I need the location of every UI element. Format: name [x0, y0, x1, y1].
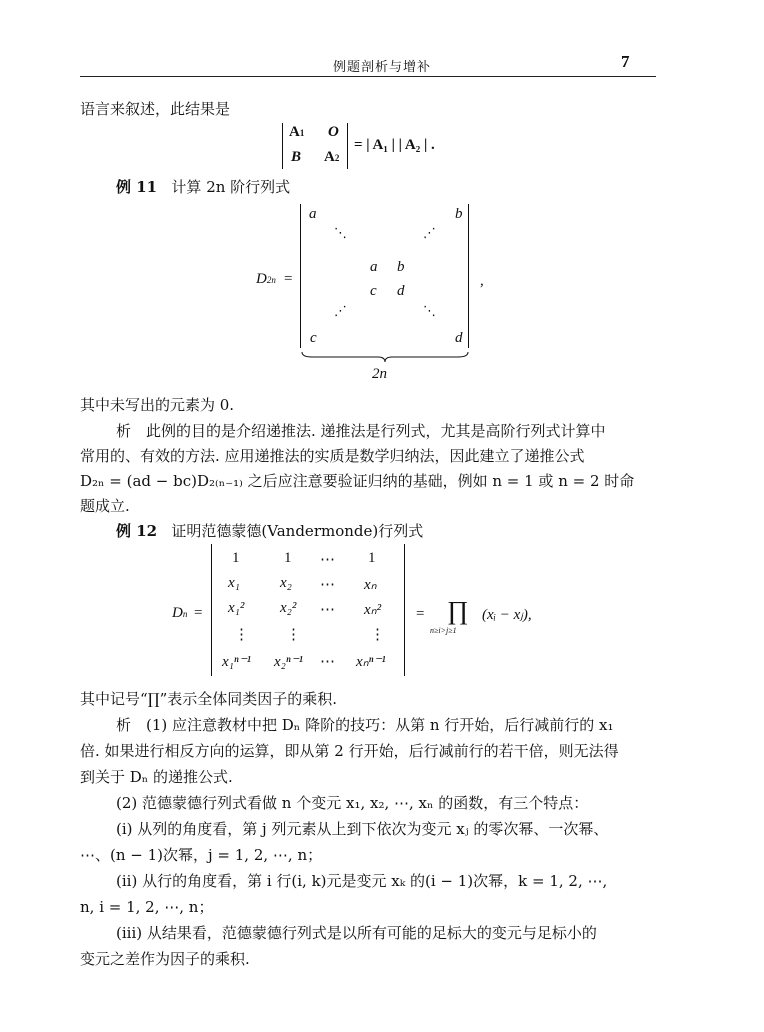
analysis-2-line-1: 析 (1) 应注意教材中把 Dₙ 降阶的技巧：从第 n 行开始，后行减前行的 x₁: [116, 716, 614, 734]
diag-dots-bottom-left: ⋰: [334, 304, 347, 319]
corner-d: d: [455, 330, 463, 346]
product-factor: (xᵢ − xⱼ),: [482, 607, 532, 623]
cell-r2c3: ⋯: [320, 577, 335, 593]
cell-r2c2: x₂: [280, 575, 292, 591]
underbrace: [300, 350, 470, 364]
analysis-1-line-1: 析 此例的目的是介绍递推法. 递推法是行列式，尤其是高阶行列式计算中: [116, 422, 606, 440]
analysis-2-line-2: 倍. 如果进行相反方向的运算，即从第 2 行开始，后行减前行的若干倍，则无法得: [80, 742, 619, 760]
cell-r5c1: x₁ⁿ⁻¹: [222, 654, 252, 670]
cell-r1c1: 1: [232, 550, 240, 566]
analysis-2-line-8: n, i = 1, 2, ⋯, n；: [80, 898, 214, 916]
diag-dots-bottom-right: ⋱: [423, 304, 436, 319]
cell-r2c4: xₙ: [364, 577, 377, 593]
analysis-2-line-5: (i) 从列的角度看，第 j 列元素从上到下依次为变元 xⱼ 的零次幂、一次幂、: [116, 820, 609, 838]
example-12-label: 例 12: [116, 522, 158, 540]
cell-r4c4: ⋮: [370, 627, 385, 643]
inner-d: d: [397, 283, 405, 299]
dn-equals: =: [194, 605, 203, 621]
inner-a: a: [370, 259, 378, 275]
d2n-comma: ,: [480, 273, 484, 289]
matrix-a2: A2: [324, 149, 340, 165]
corner-a: a: [309, 206, 317, 222]
cell-r1c2: 1: [284, 550, 292, 566]
diag-dots-top-right: ⋰: [423, 226, 436, 241]
d2n-left-bar: [300, 204, 301, 348]
vandermonde-right-bar: [404, 544, 405, 676]
analysis-2-line-10: 变元之差作为因子的乘积.: [80, 950, 250, 968]
matrix-a1: A1: [289, 124, 305, 140]
analysis-1-line-2: 常用的、有效的方法. 应用递推法的实质是数学归纳法，因此建立了递推公式: [80, 447, 585, 465]
intro-text: 语言来叙述，此结果是: [80, 100, 231, 118]
det-right-bar: [347, 123, 348, 169]
analysis-2-line-3: 到关于 Dₙ 的递推公式.: [80, 768, 233, 786]
product-notation-note: 其中记号“∏”表示全体同类因子的乘积.: [80, 690, 338, 708]
inner-c: c: [370, 283, 377, 299]
analysis-2-line-7: (ii) 从行的角度看，第 i 行(i, k)元是变元 xₖ 的(i − 1)次幂，k = 1, 2, ⋯,: [116, 872, 608, 890]
analysis-2-line-6: ⋯、(n − 1)次幂，j = 1, 2, ⋯, n；: [80, 846, 323, 864]
cell-r3c2: x₂²: [280, 600, 297, 616]
page-number: 7: [621, 52, 630, 71]
example-12: [116, 523, 423, 540]
d2n-equals: =: [284, 271, 293, 287]
vandermonde-left-bar: [211, 544, 212, 676]
block-det-rhs: = | A₁ | | A₂ | .: [354, 137, 435, 153]
cell-r3c4: xₙ²: [364, 602, 382, 618]
underbrace-label: 2n: [372, 366, 387, 382]
product-subscript: n≥i>j≥1: [430, 626, 457, 635]
cell-r2c1: x₁: [228, 575, 240, 591]
example-11-text: 计算 2n 阶行列式: [171, 178, 291, 196]
example-11-label: 例 11: [116, 178, 158, 196]
analysis-1-line-3: D₂ₙ = (ad − bc)D₂₍ₙ₋₁₎ 之后应注意要验证归纳的基础，例如 n = 1 或 n = 2 时命: [80, 472, 635, 490]
zero-elements-note: 其中未写出的元素为 0.: [80, 396, 235, 414]
dn-symbol: Dn: [172, 605, 188, 621]
header-rule: [80, 76, 656, 77]
example-12-text: 证明范德蒙德(Vandermonde)行列式: [171, 522, 424, 540]
cell-r4c1: ⋮: [234, 627, 249, 643]
cell-r5c4: xₙⁿ⁻¹: [356, 654, 386, 670]
d2n-right-bar: [468, 204, 469, 348]
analysis-1-line-4: 题成立.: [80, 497, 130, 515]
matrix-b: B: [291, 149, 302, 165]
product-symbol: ∏: [447, 596, 469, 625]
det-left-bar: [282, 123, 283, 169]
cell-r1c4: 1: [368, 550, 376, 566]
inner-b: b: [397, 259, 405, 275]
analysis-2-line-9: (iii) 从结果看，范德蒙德行列式是以所有可能的足标大的变元与足标小的: [116, 924, 597, 942]
example-11: [116, 179, 290, 196]
cell-r5c3: ⋯: [320, 654, 335, 670]
product-equals: =: [416, 606, 425, 622]
running-header-title: 例题剖析与增补: [332, 60, 431, 75]
cell-r5c2: x₂ⁿ⁻¹: [274, 654, 304, 670]
analysis-2-line-4: (2) 范德蒙德行列式看做 n 个变元 x₁, x₂, ⋯, xₙ 的函数，有三个特点：: [116, 794, 589, 812]
matrix-o: O: [328, 124, 339, 140]
cell-r1c3: ⋯: [320, 552, 335, 568]
d2n-symbol: D2n: [256, 271, 276, 287]
corner-b: b: [455, 206, 463, 222]
diag-dots-top-left: ⋱: [334, 226, 347, 241]
cell-r4c2: ⋮: [286, 627, 301, 643]
corner-c: c: [310, 330, 317, 346]
cell-r3c3: ⋯: [320, 602, 335, 618]
cell-r3c1: x₁²: [228, 600, 245, 616]
